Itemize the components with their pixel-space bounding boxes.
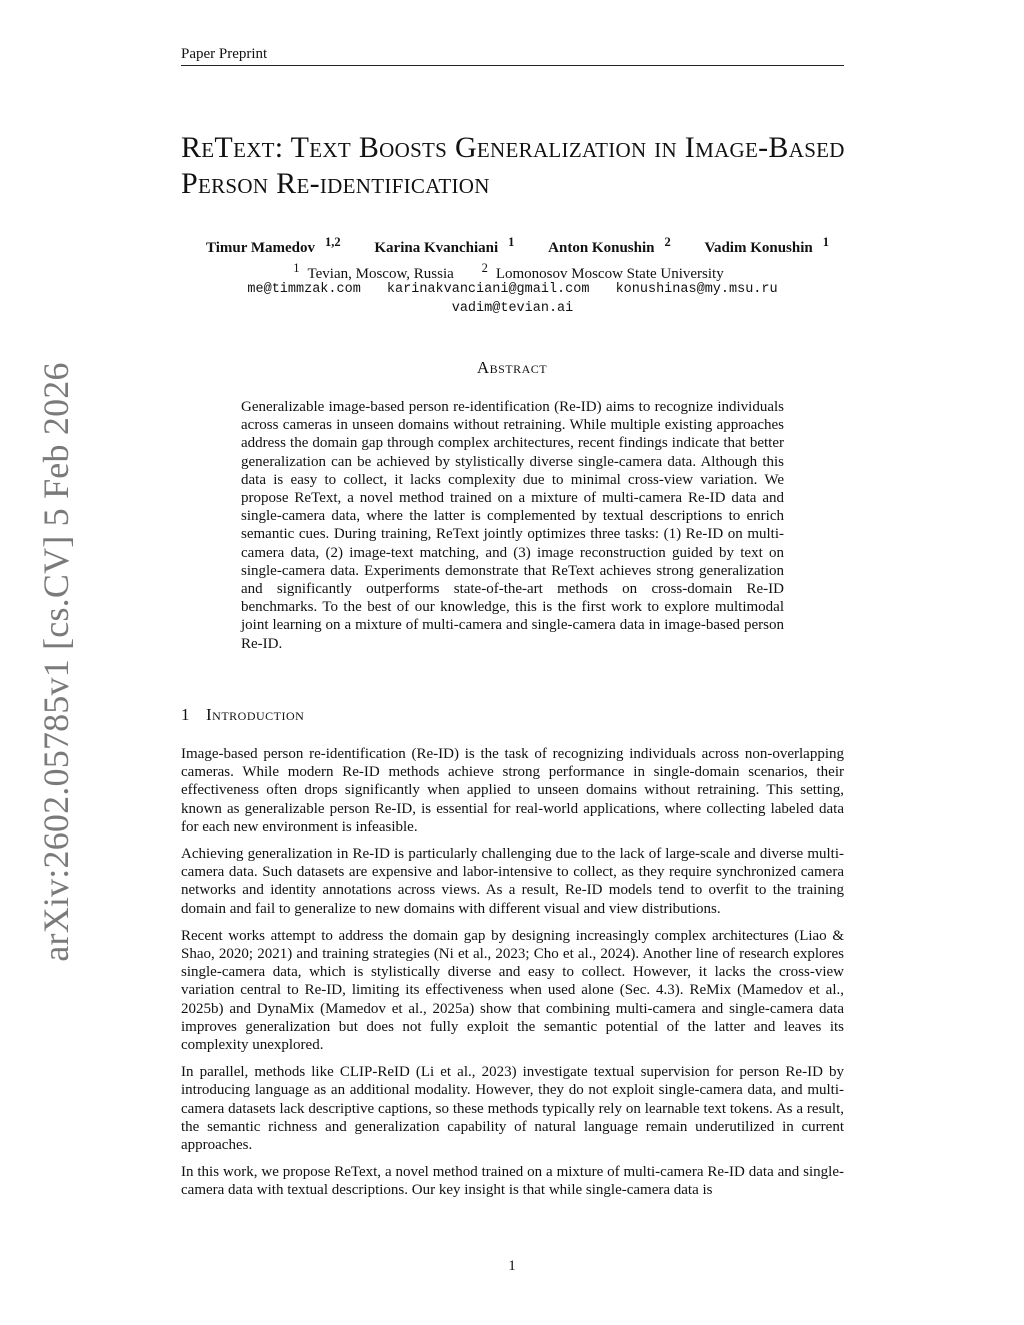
paragraph: In this work, we propose ReText, a novel method trained on a mixture of multi-camera Re-ID data and single-camera data with textual descriptions. Our key insight is that while single-camera data is: [181, 1164, 844, 1199]
paragraph: Achieving generalization in Re-ID is particularly challenging due to the lack of large-scale and diverse multi-camera data. Such datasets are expensive and labor-intensive to collect, as they require synchronized camera networks and identity annotations across views. As a result, Re-ID models tend to overfit to the training domain and fail to generalize to new domains with different visual and view distributions.: [181, 846, 844, 917]
author-name: Karina Kvanchiani $^1$: [374, 235, 515, 256]
arxiv-identifier-stamp: arXiv:2602.05785v1 [cs.CV] 5 Feb 2026: [36, 362, 76, 962]
section-number: 1: [181, 705, 190, 724]
running-head: Paper Preprint: [181, 44, 844, 66]
author-name: Anton Konushin $^2$: [548, 235, 671, 256]
author-name: Timur Mamedov $^{1,2}$: [205, 235, 341, 256]
affiliation: $^1$ Tevian, Moscow, Russia: [293, 261, 454, 282]
email-link[interactable]: konushinas@my.msu.ru: [615, 282, 778, 297]
section-title: Introduction: [206, 705, 305, 724]
paragraph: Recent works attempt to address the domain gap by designing increasingly complex architectures (Liao & Shao, 2020; 2021) and training strategies (Ni et al., 2023; Cho et al., 2024). Another line of research explores single-camera data, which is stylistically diverse and easy to collect. However, it lacks the cross-view variation central to Re-ID, limiting its effectiveness when used alone (Sec. 4.3). ReMix (Mamedov et al., 2025b) and DynaMix (Mamedov et al., 2025a) show that combining multi-camera and single-camera data improves generalization but does not fully exploit the semantic potential of the latter and leaves its complexity unexplored.: [181, 927, 844, 1054]
paragraph: Image-based person re-identification (Re-ID) is the task of recognizing individuals across non-overlapping cameras. While modern Re-ID methods achieve strong performance in single-domain scenarios, their effectiveness often drops significantly when applied to unseen domains without retraining. This setting, known as generalizable person Re-ID, is essential for real-world applications, where collecting labeled data for each new environment is infeasible.: [181, 746, 844, 835]
email-link[interactable]: me@timmzak.com: [247, 282, 361, 297]
paper-title: ReText: Text Boosts Generalization in Image-Based Person Re-identification: [181, 131, 845, 200]
abstract-heading: Abstract: [476, 358, 548, 377]
author-names: [180, 232, 845, 258]
paragraph: In parallel, methods like CLIP-ReID (Li et al., 2023) investigate textual supervision for person Re-ID by introducing language as an additional modality. However, they do not exploit single-camera data, and multi-camera datasets lack descriptive captions, so these methods typically rely on learnable text tokens. As a result, the semantic richness and generalization capability of natural language remain underutilized in current approaches.: [181, 1064, 844, 1154]
author-name: Vadim Konushin $^1$: [704, 235, 829, 256]
author-emails: [180, 280, 845, 318]
affiliation: $^2$ Lomonosov Moscow State University: [481, 261, 724, 282]
abstract-text: Generalizable image-based person re-identification (Re-ID) aims to recognize individuals across cameras in unseen domains without retraining. While multiple existing approaches address the domain gap through complex architectures, recent findings indicate that better generalization can be achieved by stylistically diverse single-camera data. Although this data is easy to collect, it lacks complexity due to minimal cross-view variation. We propose ReText, a novel method trained on a mixture of multi-camera Re-ID data and single-camera data, where the latter is complemented by textual descriptions to enrich semantic cues. During training, ReText jointly optimizes three tasks: (1) Re-ID on multi-camera data, (2) image-text matching, and (3) image reconstruction guided by text on single-camera data. Experiments demonstrate that ReText achieves strong generalization and significantly outperforms state-of-the-art methods on cross-domain Re-ID benchmarks. To the best of our knowledge, this is the first work to explore multimodal joint learning on a mixture of multi-camera and single-camera data in image-based person Re-ID.: [241, 399, 784, 652]
email-link[interactable]: vadim@tevian.ai: [451, 301, 574, 316]
email-link[interactable]: karinakvanciani@gmail.com: [386, 282, 590, 297]
author-block: [180, 232, 845, 284]
section-heading: [181, 705, 304, 725]
page-number: 1: [508, 1258, 516, 1274]
introduction-body: [181, 745, 844, 1209]
